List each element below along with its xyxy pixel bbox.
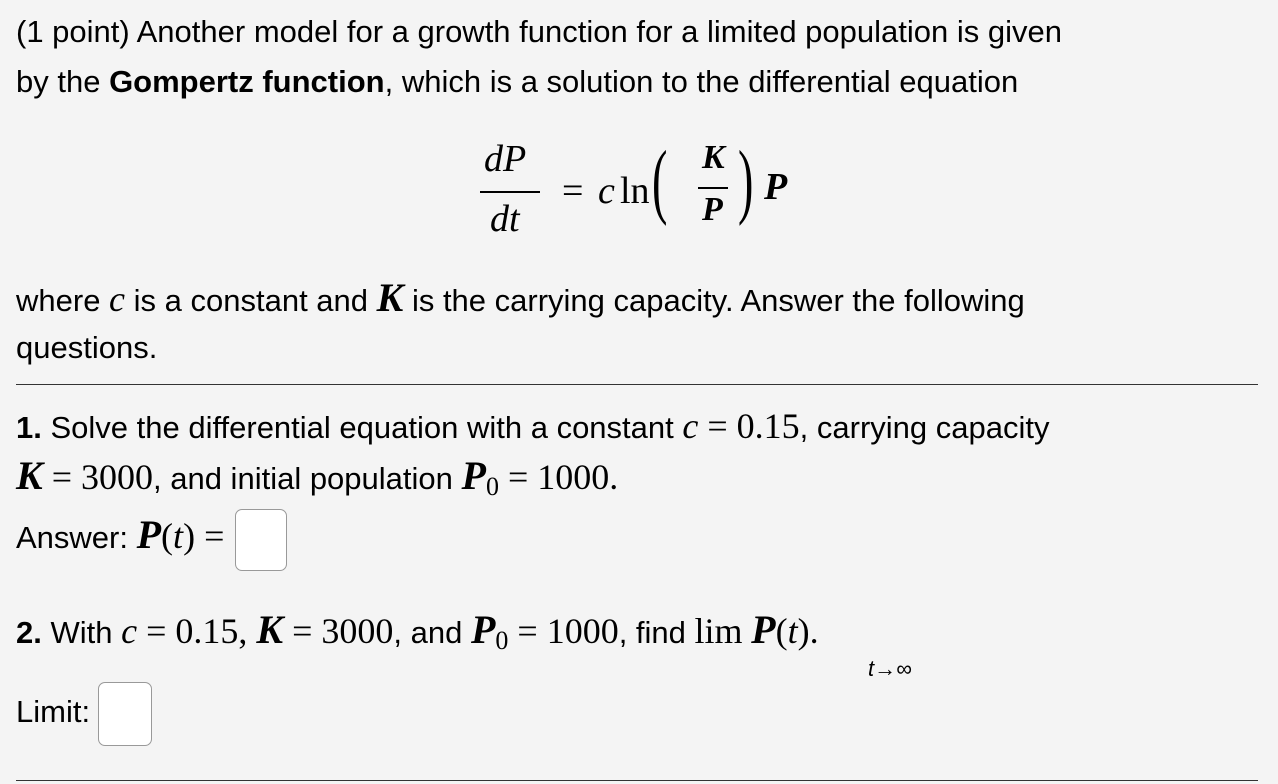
q2-text-c: , find (618, 615, 695, 650)
q2-eq-3: = (508, 611, 547, 651)
intro-line-1 (16, 12, 1062, 52)
intro-text-1: (1 point) Another model for a growth function for a limited population is given (16, 14, 1062, 49)
q1-answer-paren-close: ) (183, 516, 196, 556)
eq-fraction-bar (480, 191, 540, 193)
q2-lim-paren-open: ( (775, 611, 788, 651)
q1-eq-2: = (42, 457, 81, 497)
intro-text-2a: by the (16, 64, 110, 99)
q2-line-1 (16, 607, 819, 655)
q2-number: 2. (16, 615, 42, 650)
q1-line-2 (16, 453, 619, 501)
q2-text-b: , and (393, 615, 471, 650)
q1-line-1 (16, 406, 1050, 448)
divider-top (16, 384, 1258, 385)
description-line-1 (16, 275, 1025, 321)
q2-P0: P (470, 607, 496, 652)
eq-left-paren: ( (652, 134, 668, 227)
q1-eq-1: = (698, 406, 737, 446)
q1-K-value: 3000 (81, 457, 153, 497)
gompertz-equation (480, 135, 840, 245)
desc-K: K (376, 275, 404, 320)
q2-K: K (256, 607, 284, 652)
eq-c: c (598, 170, 615, 212)
eq-denominator-dt: dt (490, 198, 520, 240)
q2-limit-label: Limit: (16, 694, 91, 729)
desc-c: c (109, 279, 126, 319)
q2-P0-value: 1000 (546, 611, 619, 651)
q2-text-a: With (41, 615, 122, 650)
q2-K-value: 3000 (321, 611, 394, 651)
q2-c-value: 0.15 (175, 611, 239, 651)
q1-text-a: Solve the differential equation with a constant (41, 410, 683, 445)
q1-answer-equals: = (195, 516, 234, 556)
q1-answer-input[interactable] (235, 509, 287, 571)
q1-eq-3: = (498, 457, 538, 497)
q2-c: c (121, 611, 138, 651)
q2-limit-row (16, 680, 152, 746)
q2-eq-1: = (137, 611, 176, 651)
eq-ln: ln (620, 170, 650, 212)
q2-lim: lim (694, 611, 743, 651)
q2-lim-t: t (787, 611, 798, 651)
q2-lim-subscript: t→∞ (868, 656, 912, 681)
q1-P0: P (461, 453, 486, 498)
q1-number: 1. (16, 410, 42, 445)
divider-bottom (16, 780, 1258, 781)
eq-K: K (702, 139, 725, 176)
q2-comma: , (238, 611, 257, 651)
q2-lim-P: P (751, 607, 776, 652)
q1-text-c: , and initial population (153, 461, 462, 496)
eq-inner-fraction-bar (698, 187, 728, 189)
eq-right-paren: ) (738, 134, 754, 227)
q1-answer-label: Answer: (16, 520, 137, 555)
q2-P0-subscript: 0 (495, 626, 509, 655)
intro-line-2 (16, 62, 1018, 102)
q2-lim-paren-close: ). (797, 611, 819, 651)
gompertz-term: Gompertz function (109, 64, 385, 99)
q1-c-value: 0.15 (736, 406, 800, 446)
q1-answer-t: t (173, 516, 184, 556)
desc-text-d: questions. (16, 330, 158, 365)
desc-text-a: where (16, 283, 110, 318)
intro-text-2b: , which is a solution to the differential equation (384, 64, 1019, 99)
description-line-2 (16, 328, 157, 368)
eq-P-denominator: P (702, 191, 723, 228)
q1-period: . (609, 457, 619, 497)
q1-answer-paren-open: ( (161, 516, 174, 556)
q1-P0-value: 1000 (537, 457, 610, 497)
q1-text-b: , carrying capacity (799, 410, 1050, 445)
q2-limit-input[interactable] (98, 682, 152, 746)
q1-K: K (16, 453, 43, 498)
q1-answer-P: P (136, 512, 162, 557)
q1-c: c (682, 406, 699, 446)
q1-answer-row (16, 502, 287, 571)
q2-eq-2: = (283, 611, 322, 651)
desc-text-b: is a constant and (125, 283, 377, 318)
desc-text-c: is the carrying capacity. Answer the following (403, 283, 1025, 318)
eq-P: P (764, 166, 788, 208)
q1-P0-subscript: 0 (485, 472, 499, 501)
eq-numerator-dP: dP (484, 138, 527, 180)
eq-equals: = (562, 170, 584, 212)
